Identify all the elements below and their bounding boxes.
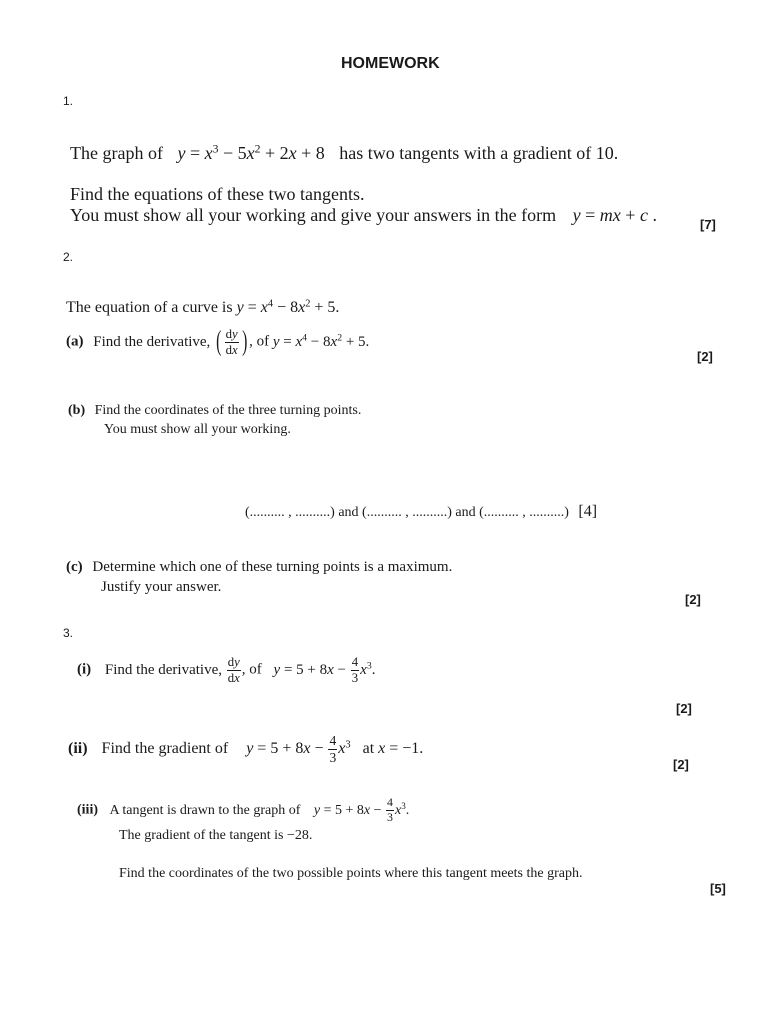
q2c-text-2: Justify your answer. — [101, 579, 222, 595]
q3iii — [77, 797, 409, 824]
q3i-equation: y = 5 + 8x − $\frac{4}{3}$ $x^3$. — [273, 655, 376, 685]
q3iii-text-1: A tangent is drawn to the graph of — [109, 802, 301, 818]
q2b-answer-line — [245, 503, 597, 521]
q3ii-equation: y = 5 + 8x − $\frac{4}{3}$ $x^3$ — [246, 733, 351, 765]
q3iii-label: (iii) — [77, 802, 98, 818]
q1-line1-post: has two tangents with a gradient of 10. — [339, 143, 619, 163]
q2a-derivative-notation: ( $\frac{dy}{dx}$ ) — [216, 326, 247, 357]
q2-curve-equation: $y = x^4 - 8x^2 + 5$. — [236, 298, 340, 316]
q2a — [66, 328, 369, 357]
q1-line1-pre: The graph of — [70, 143, 163, 163]
q2a-equation: $y = x^4 - 8x^2 + 5$. — [272, 332, 370, 350]
q1-marks: [7] — [700, 217, 716, 232]
q3i-of: , of — [241, 661, 262, 678]
question-1-number: 1. — [63, 94, 74, 108]
q2a-of: , of — [249, 333, 270, 350]
q3i — [77, 656, 375, 685]
q2b-text-2: You must show all your working. — [104, 422, 291, 437]
q3ii-at: at — [362, 739, 375, 757]
q3ii-x-value: x = −1. — [378, 739, 424, 757]
q3iii-text-3: Find the coordinates of the two possible points where this tangent meets the graph. — [119, 866, 583, 881]
q3ii-label: (ii) — [68, 739, 88, 757]
q3iii-gradient — [119, 828, 312, 844]
q1-answer-form: y = mx + c . — [572, 205, 657, 225]
q2a-label: (a) — [66, 333, 84, 350]
q1-equation: $y = x^3 - 5x^2 + 2x + 8$ — [177, 142, 325, 163]
q3iii-equation: y = 5 + 8x − $\frac{4}{3}$ $x^3$. — [313, 795, 410, 824]
q3i-label: (i) — [77, 661, 92, 678]
q3iii-marks: [5] — [710, 881, 726, 896]
q2a-text: Find the derivative, — [93, 333, 211, 350]
q2-intro-text: The equation of a curve is — [66, 299, 233, 316]
q1-instruction-2-text: You must show all your working and give your answers in the form — [70, 205, 557, 225]
q1-statement — [70, 143, 618, 164]
q2b-label: (b) — [68, 403, 86, 418]
q2c-label: (c) — [66, 559, 83, 575]
q1-instruction-1: Find the equations of these two tangents. — [70, 184, 365, 204]
q2a-marks: [2] — [697, 349, 713, 364]
q2c — [66, 559, 452, 576]
q2b-text-1: Find the coordinates of the three turning points. — [94, 403, 362, 418]
question-2-number: 2. — [63, 250, 74, 264]
q3i-marks: [2] — [676, 701, 692, 716]
q1-instruction-2 — [70, 205, 657, 226]
q2-intro — [66, 299, 339, 317]
q2b-marks: [4] — [578, 503, 598, 520]
q2b — [68, 403, 361, 419]
q3iii-gradient-value: −28. — [286, 828, 313, 843]
q2c-text-1: Determine which one of these turning points is a maximum. — [92, 559, 453, 575]
q3ii-marks: [2] — [673, 757, 689, 772]
question-3-number: 3. — [63, 626, 74, 640]
page-title: HOMEWORK — [341, 55, 440, 72]
q3ii — [68, 734, 423, 764]
q3ii-text: Find the gradient of — [101, 739, 229, 757]
q3i-text: Find the derivative, — [104, 661, 222, 678]
q2b-answer-blanks: (.......... , ..........) and (.......... , ..........) and (.......... , ..........) — [245, 505, 569, 520]
q3iii-text-2: The gradient of the tangent is — [119, 828, 284, 843]
q2c-marks: [2] — [685, 592, 701, 607]
q3i-derivative-notation: $\frac{dy}{dx}$ — [227, 655, 240, 685]
